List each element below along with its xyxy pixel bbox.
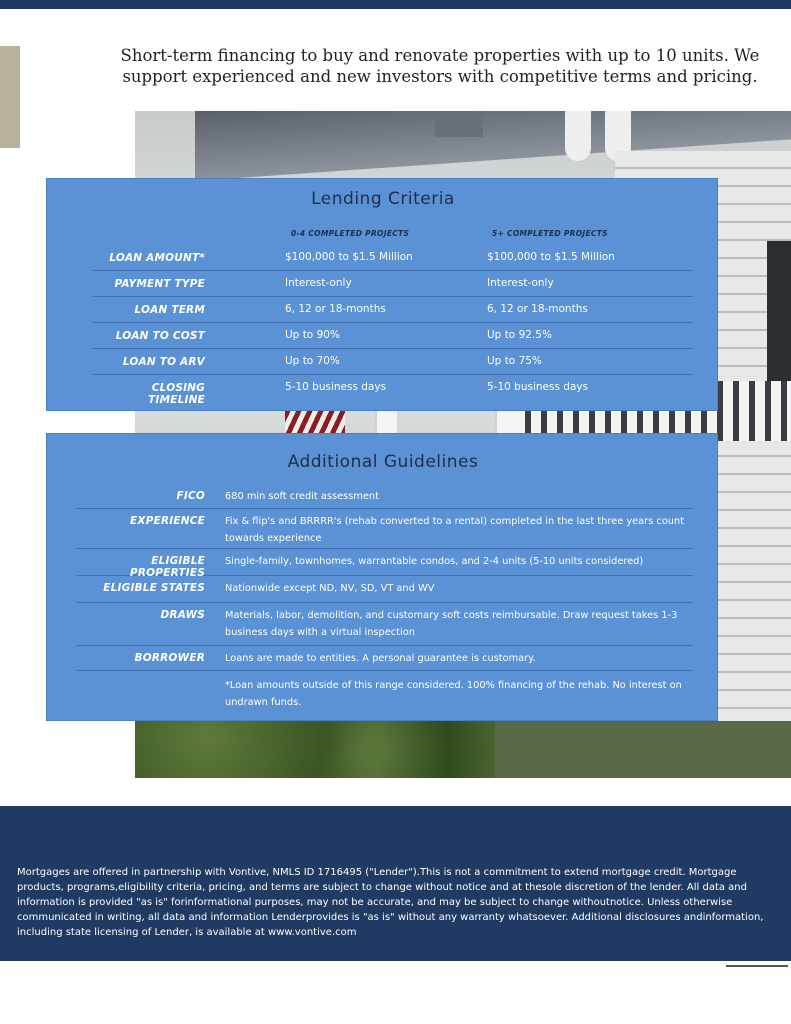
lending-row-loan-amount (93, 246, 693, 271)
guideline-value: Nationwide except ND, NV, SD, VT and WV (225, 583, 435, 594)
guideline-row-experience (77, 509, 693, 549)
guideline-value: Materials, labor, demolition, and customary soft costs reimbursable. Draw request takes 1-3 business days with a virtual inspection (225, 610, 678, 638)
lending-row-label: PAYMENT TYPE (114, 278, 205, 290)
intro-text: Short-term financing to buy and renovate properties with up to 10 units. We support experienced and new investors with competitive terms and pricing. (120, 46, 760, 86)
lending-row-label: LOAN AMOUNT* (109, 252, 205, 264)
lending-row-value-1: Interest-only (285, 277, 352, 289)
guideline-value: Single-family, townhomes, warrantable condos, and 2-4 units (5-10 units considered) (225, 556, 644, 567)
guideline-row-fico (77, 484, 693, 509)
guideline-label: EXPERIENCE (130, 515, 205, 527)
column-header-0-4: 0-4 COMPLETED PROJECTS (291, 229, 410, 238)
footer-disclosure: Mortgages are offered in partnership with Vontive, NMLS ID 1716495 ("Lender").This is not a commitment to extend mortgage credit. Mortgage products, programs,eligibility criteria, pricing, and terms are subject to change without notice and at thesole discretion of the lender. All data and information is provided "as is" forinformational purposes, may not be accurate, and may be subject to change withoutnotice. Unless otherwise communicated in writing, all data and information Lenderprovides is "as is" without any warranty whatsoever. Additional disclosures andinformation, including state licensing of Lender, is available at www.vontive.com (17, 867, 764, 938)
lending-row-payment-type (93, 272, 693, 297)
column-header-5-plus: 5+ COMPLETED PROJECTS (492, 229, 608, 238)
guideline-label: ELIGIBLE PROPERTIES (130, 555, 205, 579)
guideline-value: Fix & flip's and BRRRR's (rehab converted to a rental) completed in the last three years count towards experience (225, 516, 685, 544)
guideline-label: BORROWER (134, 652, 205, 664)
guideline-label: DRAWS (160, 609, 205, 621)
guideline-row-borrower (77, 646, 693, 671)
lending-row-value-1: Up to 90% (285, 329, 340, 341)
guideline-value: Loans are made to entities. A personal guarantee is customary. (225, 653, 536, 664)
guideline-label: FICO (176, 490, 205, 502)
lending-row-loan-to-arv (93, 350, 693, 375)
lending-row-value-2: 6, 12 or 18-months (487, 303, 588, 315)
guideline-row-footnote (77, 673, 693, 713)
guideline-row-eligible-states (77, 576, 693, 603)
lending-row-label: LOAN TERM (134, 304, 205, 316)
bottom-rule (726, 965, 788, 967)
lending-row-label: LOAN TO ARV (122, 356, 205, 368)
top-bar (0, 0, 791, 9)
lending-row-loan-to-cost (93, 324, 693, 349)
lending-row-value-2: Up to 92.5% (487, 329, 552, 341)
footer (0, 806, 791, 961)
lending-row-label: CLOSING TIMELINE (148, 382, 205, 406)
lending-row-value-2: Up to 75% (487, 355, 542, 367)
lending-row-value-1: 6, 12 or 18-months (285, 303, 386, 315)
lending-criteria-title: Lending Criteria (311, 189, 455, 209)
lending-row-value-2: Interest-only (487, 277, 554, 289)
lending-row-value-1: $100,000 to $1.5 Million (285, 251, 413, 263)
additional-guidelines-title: Additional Guidelines (287, 452, 479, 472)
lending-row-value-1: 5-10 business days (285, 381, 387, 393)
lending-row-label: LOAN TO COST (115, 330, 205, 342)
guideline-value: 680 min soft credit assessment (225, 491, 379, 502)
additional-guidelines-panel (46, 433, 718, 721)
lending-row-loan-term (93, 298, 693, 323)
side-tab (0, 46, 20, 148)
guideline-row-draws (77, 603, 693, 646)
lending-row-value-2: $100,000 to $1.5 Million (487, 251, 615, 263)
lending-row-closing-timeline (93, 376, 693, 406)
lending-row-value-2: 5-10 business days (487, 381, 589, 393)
guideline-footnote: *Loan amounts outside of this range considered. 100% financing of the rehab. No interest on undrawn funds. (225, 680, 682, 708)
guideline-label: ELIGIBLE STATES (103, 582, 205, 594)
lending-criteria-panel (46, 178, 718, 411)
guideline-row-eligible-properties (77, 549, 693, 579)
lending-row-value-1: Up to 70% (285, 355, 340, 367)
